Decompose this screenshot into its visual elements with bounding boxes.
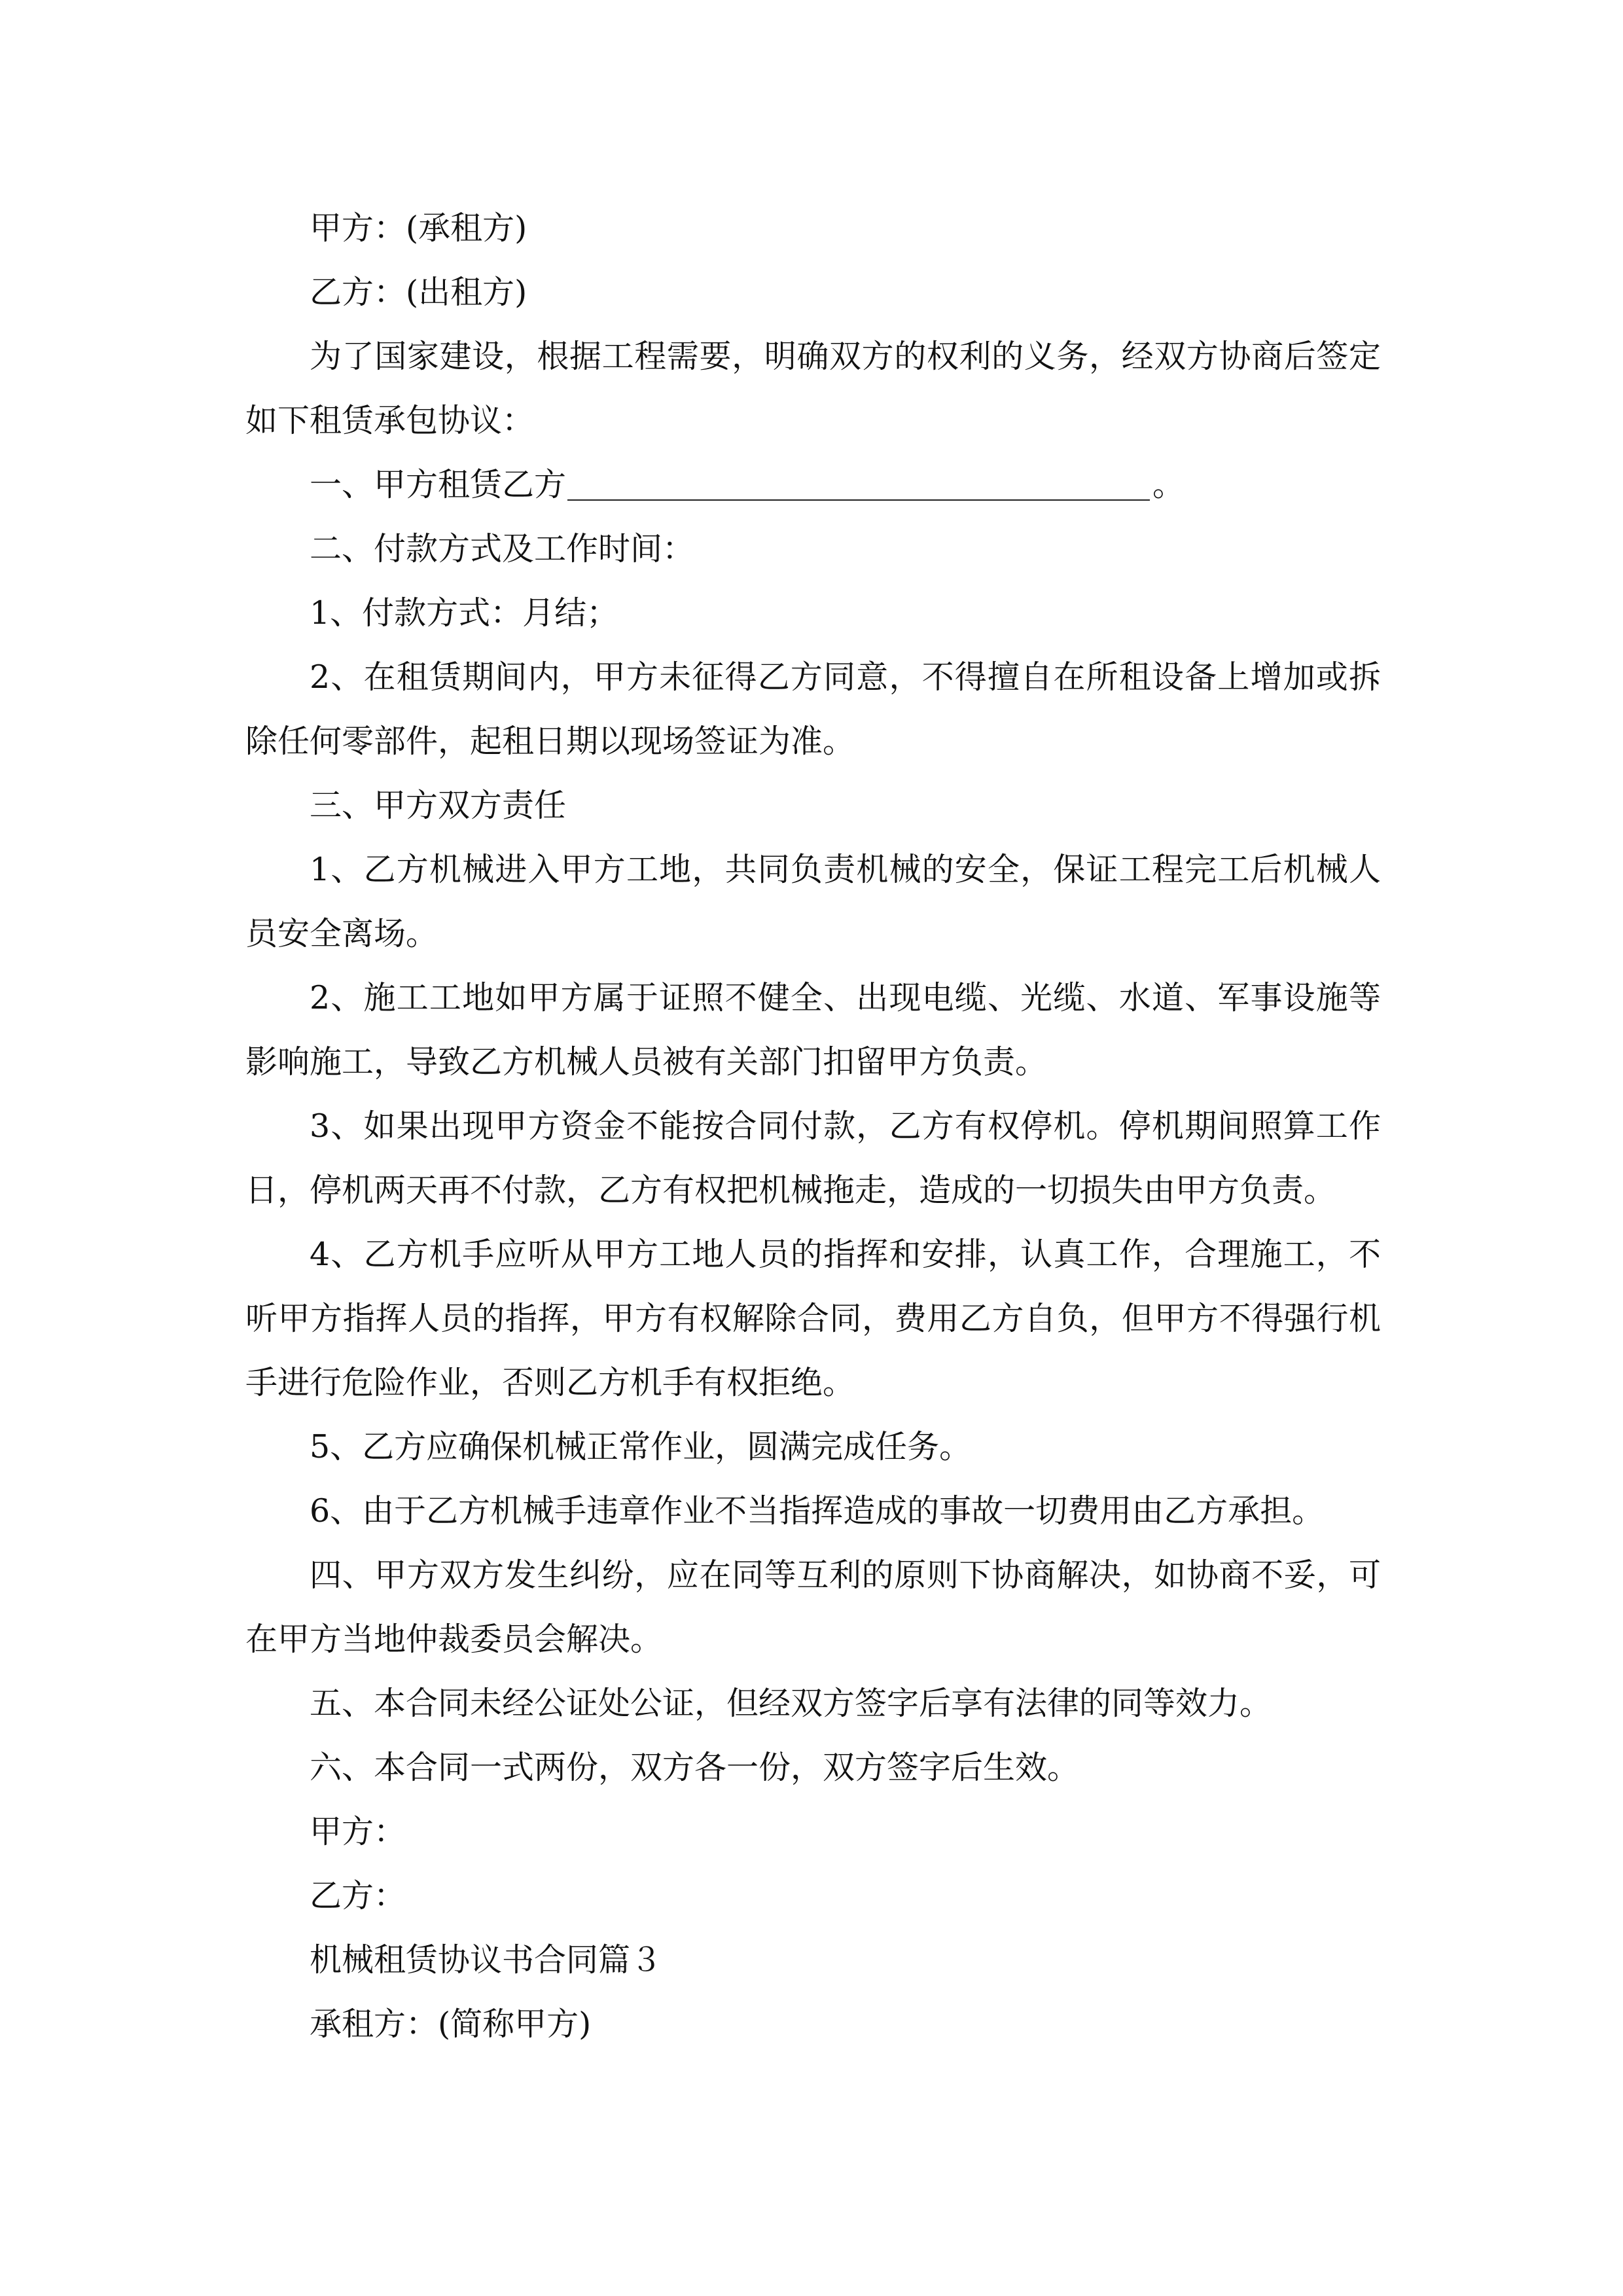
clause-3-item-6: 6、由于乙方机械手违章作业不当指挥造成的事故一切费用由乙方承担。 bbox=[310, 1492, 1325, 1530]
clause-3-item-1: 1、乙方机械进入甲方工地，共同负责机械的安全，保证工程完工后机械人员安全离场。 bbox=[245, 851, 1381, 952]
clause-6-copies: 六、本合同一式两份，双方各一份，双方签字后生效。 bbox=[310, 1749, 1080, 1786]
next-contract-title: 机械租赁协议书合同篇３ bbox=[310, 1941, 663, 1979]
clause-1-lease-item bbox=[245, 453, 1381, 517]
clause-1-prefix: 一、甲方租赁乙方 bbox=[310, 466, 567, 503]
contract-body bbox=[245, 196, 1381, 2056]
party-b-line: 乙方：(出租方) bbox=[310, 274, 527, 311]
clause-5-validity: 五、本合同未经公证处公证，但经双方签字后享有法律的同等效力。 bbox=[310, 1685, 1272, 1722]
signature-party-b: 乙方： bbox=[310, 1877, 406, 1914]
party-a-line: 甲方：(承租方) bbox=[310, 209, 527, 247]
clause-3-item-2: 2、施工工地如甲方属于证照不健全、出现电缆、光缆、水道、军事设施等影响施工，导致乙方机械人员被有关部门扣留甲方负责。 bbox=[245, 979, 1381, 1081]
clause-1-suffix: 。 bbox=[1152, 466, 1185, 503]
clause-3-heading: 三、甲方双方责任 bbox=[310, 787, 567, 824]
clause-3-item-5: 5、乙方应确保机械正常作业，圆满完成任务。 bbox=[310, 1428, 972, 1465]
clause-3-item-4: 4、乙方机手应听从甲方工地人员的指挥和安排，认真工作，合理施工，不听甲方指挥人员的指挥，甲方有权解除合同，费用乙方自负，但甲方不得强行机手进行危险作业，否则乙方机手有权拒绝。 bbox=[245, 1236, 1381, 1401]
clause-2-heading: 二、付款方式及工作时间： bbox=[310, 530, 695, 567]
clause-3-item-3: 3、如果出现甲方资金不能按合同付款，乙方有权停机。停机期间照算工作日，停机两天再不付款，乙方有权把机械拖走，造成的一切损失由甲方负责。 bbox=[245, 1107, 1381, 1209]
signature-party-a: 甲方： bbox=[310, 1813, 406, 1850]
preamble-paragraph: 为了国家建设，根据工程需要，明确双方的权利的义务，经双方协商后签定如下租赁承包协议： bbox=[245, 338, 1381, 439]
clause-2-item-1: 1、付款方式：月结； bbox=[310, 594, 619, 632]
clause-2-item-2: 2、在租赁期间内，甲方未征得乙方同意，不得擅自在所租设备上增加或拆除任何零部件，起租日期以现场签证为准。 bbox=[245, 658, 1381, 760]
next-contract-lessee: 承租方：(简称甲方) bbox=[310, 2005, 592, 2043]
fill-in-blank-underline bbox=[567, 499, 1150, 501]
clause-4-dispute: 四、甲方双方发生纠纷，应在同等互利的原则下协商解决，如协商不妥，可在甲方当地仲裁委员会解决。 bbox=[245, 1556, 1381, 1658]
